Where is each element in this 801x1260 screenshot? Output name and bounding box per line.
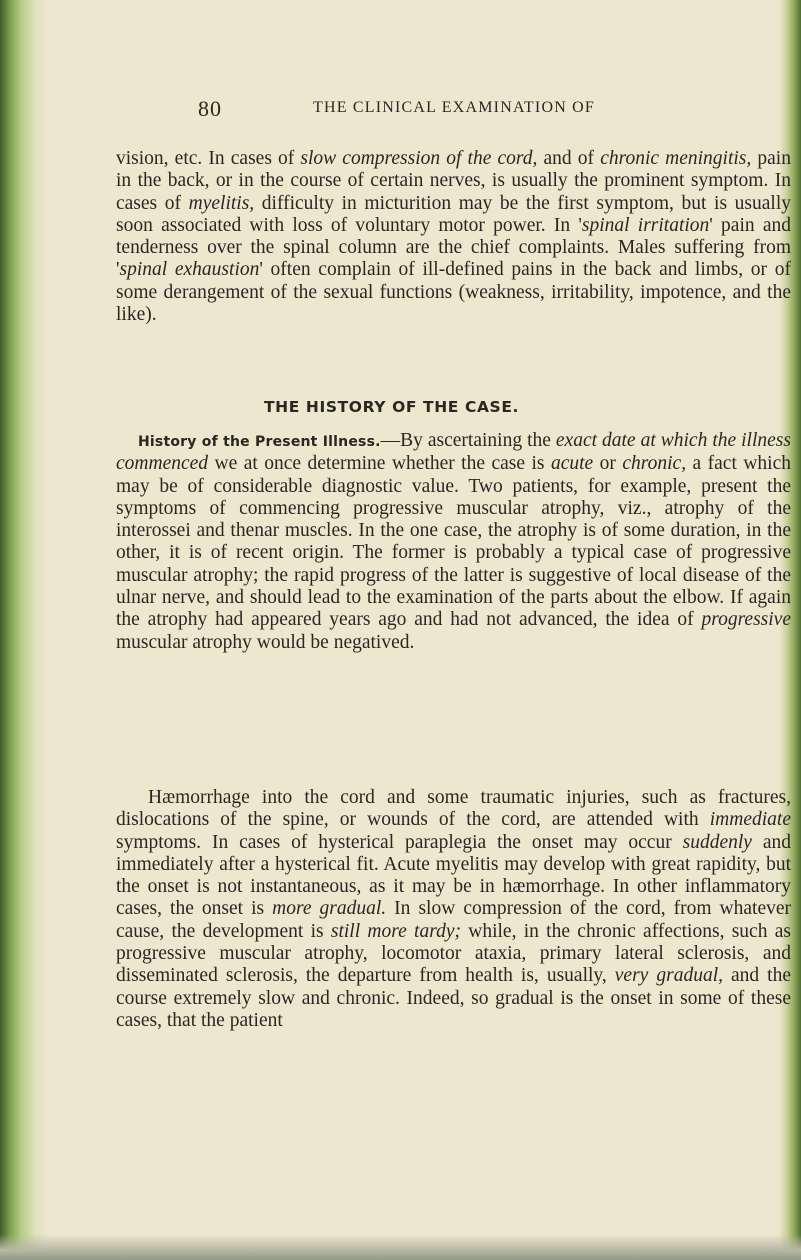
runin-heading: History of the Present Illness. <box>138 434 381 450</box>
paragraph-history-present-illness: History of the Present Illness.—By ascertaining the exact date at which the illness commenced we at once determine whether the case is acute or chronic, a fact which may be of considerable diagnostic value. Two patients, for example, present the symptoms of commencing progressive muscular atrophy, viz., atrophy of the interossei and thenar muscles. In the one case, the atrophy is of some duration, in the other, it is of recent origin. The former is probably a typical case of progressive muscular atrophy; the rapid progress of the latter is suggestive of local disease of the ulnar nerve, and should lead to the examination of the parts about the elbow. If again the atrophy had appeared years ago and had not advanced, the idea of progressive muscular atrophy would be negatived. <box>116 430 791 653</box>
running-header <box>198 96 698 126</box>
page-number: 80 <box>198 96 222 121</box>
book-spine-shadow <box>0 0 48 1260</box>
running-title: THE CLINICAL EXAMINATION OF <box>313 99 596 116</box>
paragraph-spinal-symptoms: vision, etc. In cases of slow compression of the cord, and of chronic meningitis, pain in the back, or in the course of certain nerves, is usually the prominent symptom. In cases of myelitis, difficulty in micturition may be the first symptom, but is usually soon associated with loss of voluntary motor power. In 'spinal irritation' pain and tenderness over the spinal column are the chief complaints. Males suffering from 'spinal exhaustion' often complain of ill-defined pains in the back and limbs, or of some derangement of the sexual functions (weakness, irritability, impotence, and the like). <box>116 148 791 326</box>
section-heading: THE HISTORY OF THE CASE. <box>264 398 519 416</box>
bottom-edge-shadow <box>0 1234 801 1260</box>
paragraph-onset-types: Hæmorrhage into the cord and some traumatic injuries, such as fractures, dislocations of the spine, or wounds of the cord, are attended with immediate symptoms. In cases of hysterical paraplegia the onset may occur suddenly and immediately after a hysterical fit. Acute myelitis may develop with great rapidity, but the onset is not instantaneous, as it may be in hæmorrhage. In other inflammatory cases, the onset is more gradual. In slow compression of the cord, from whatever cause, the development is still more tardy; while, in the chronic affections, such as progressive muscular atrophy, locomotor ataxia, primary lateral sclerosis, and disseminated sclerosis, the departure from health is, usually, very gradual, and the course extremely slow and chronic. Indeed, so gradual is the onset in some of these cases, that the patient <box>116 787 791 1031</box>
